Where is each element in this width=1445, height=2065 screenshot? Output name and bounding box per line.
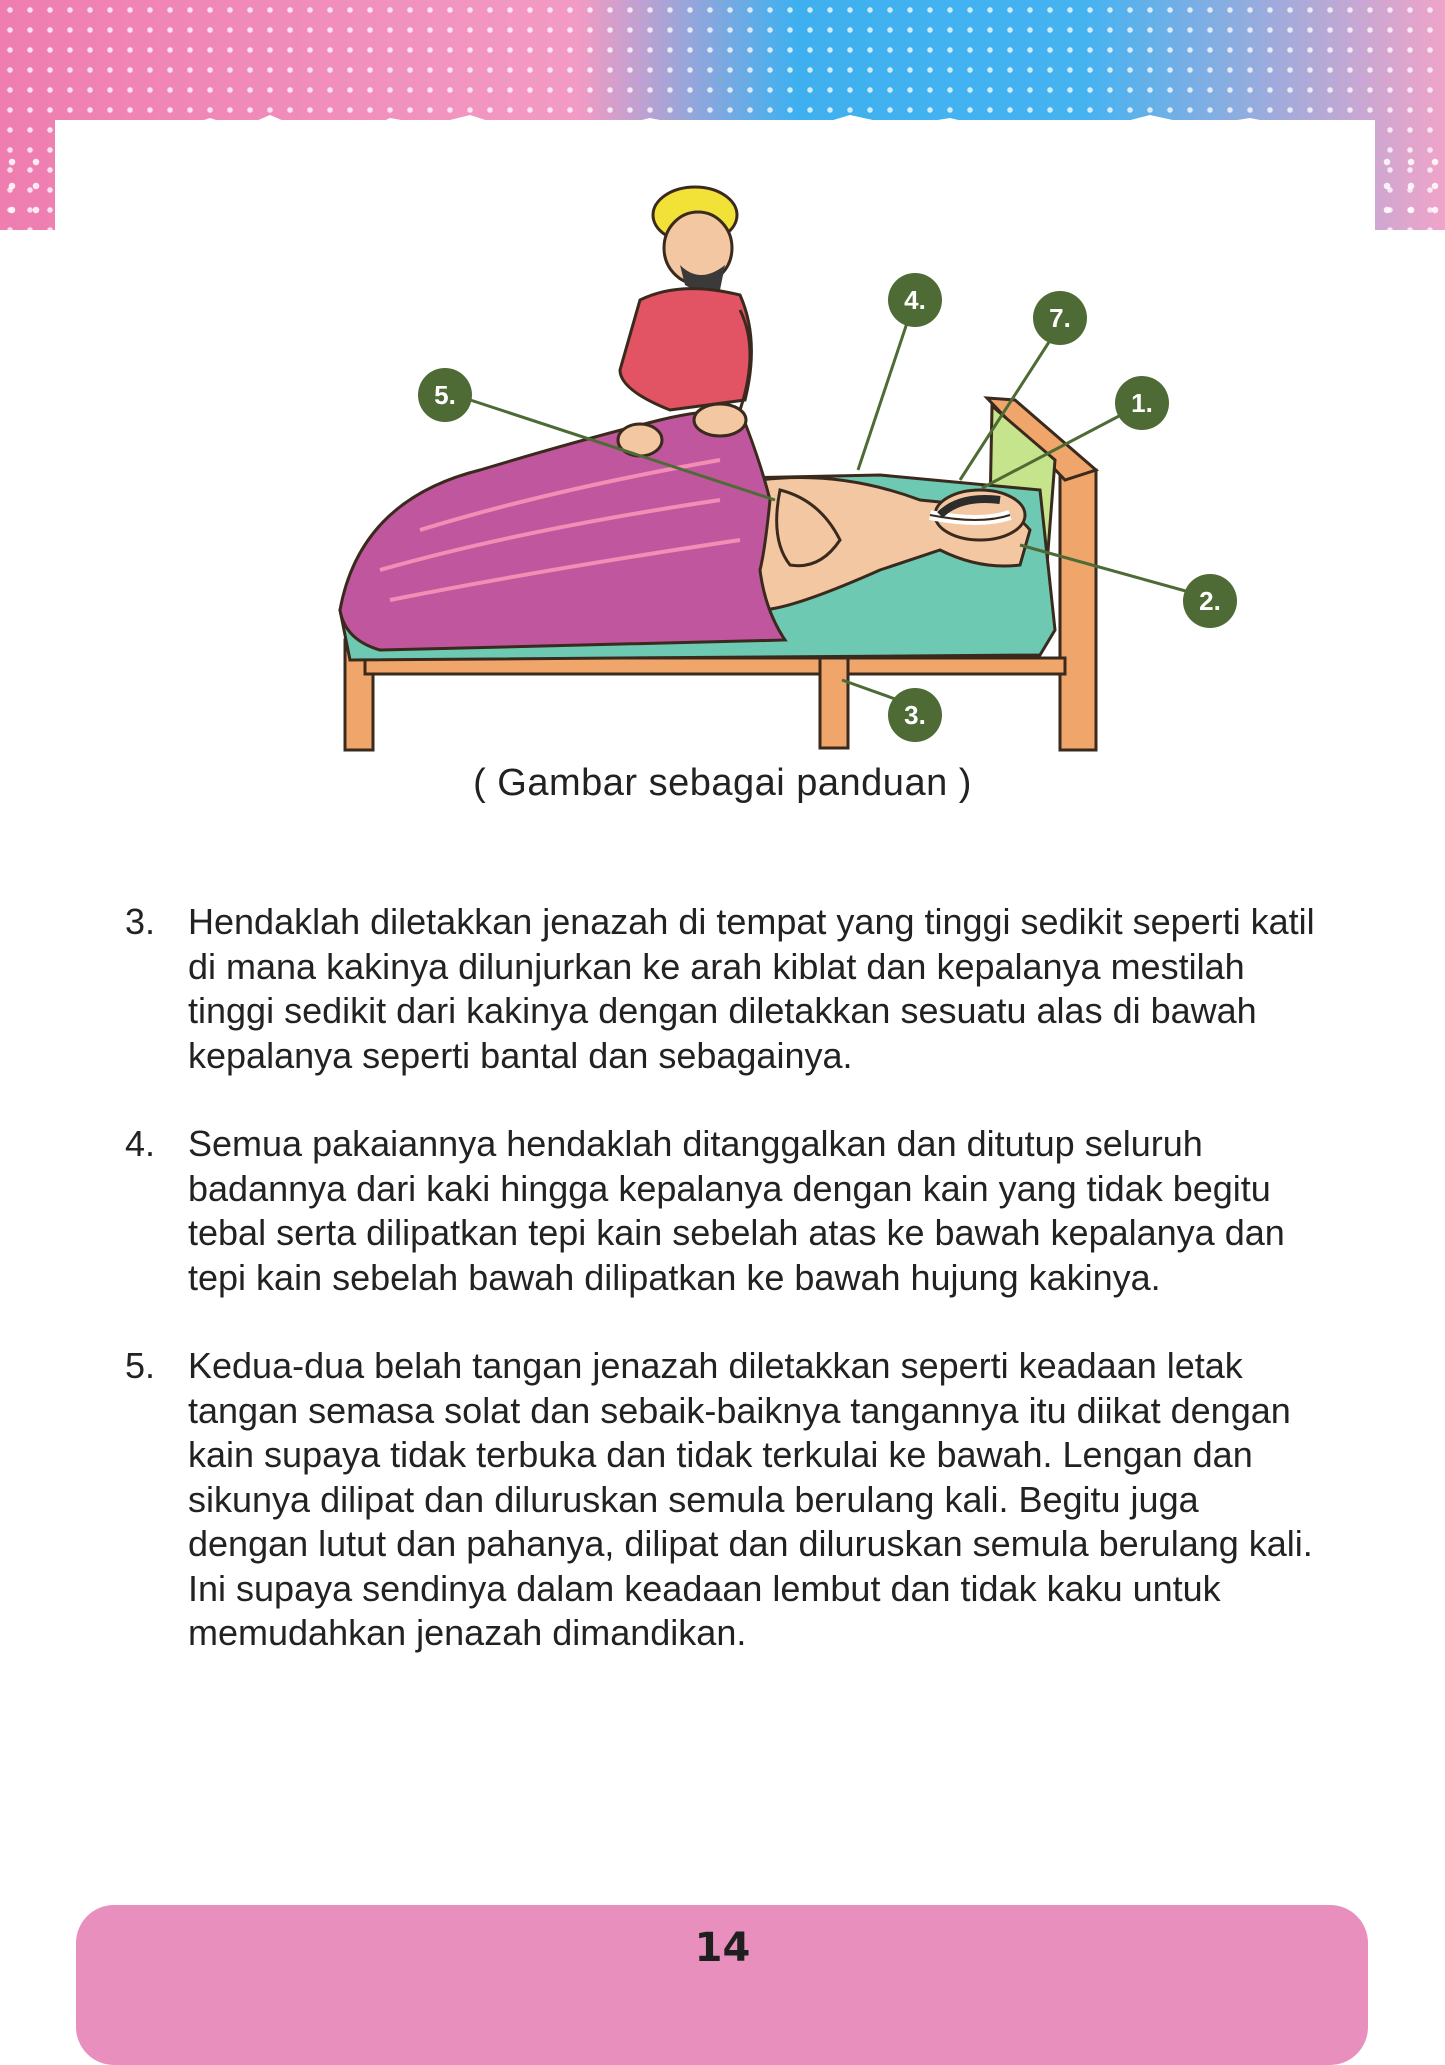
- item-number: 5.: [125, 1345, 156, 1386]
- list-item: [125, 900, 1325, 1078]
- item-text: Kedua-dua belah tangan jenazah diletakkan seperti keadaan letak tangan semasa solat dan sebaik-baiknya tangannya itu diikat dengan kain supaya tidak terbuka dan tidak terkulai ke bawah. Lengan dan sikunya dilipat dan diluruskan semula berulang kali. Begitu juga dengan lutut dan pahanya, dilipat dan diluruskan semula berulang kali. Ini supaya sendinya dalam keadaan lembut dan tidak kaku untuk memudahkan jenazah dimandikan.: [188, 1345, 1313, 1653]
- item-number: 3.: [125, 901, 156, 942]
- callout-5: [418, 368, 472, 422]
- page-number: 14: [694, 1925, 751, 1971]
- left-border-decoration: [0, 150, 60, 2050]
- callout-4: [888, 273, 942, 327]
- svg-text:3.: 3.: [904, 700, 926, 730]
- svg-text:5.: 5.: [434, 380, 456, 410]
- item-text: Semua pakaiannya hendaklah ditanggalkan dan ditutup seluruh badannya dari kaki hingga kepalanya dengan kain yang tidak begitu tebal serta dilipatkan tepi kain sebelah atas ke bawah kepalanya dan tepi kain sebelah bawah dilipatkan ke bawah hujung kakinya.: [188, 1123, 1285, 1298]
- svg-text:7.: 7.: [1049, 303, 1071, 333]
- list-item: [125, 1122, 1325, 1300]
- sheet: [340, 410, 785, 650]
- item-text: Hendaklah diletakkan jenazah di tempat yang tinggi sedikit seperti katil di mana kakinya dilunjurkan ke arah kiblat dan kepalanya mestilah tinggi sedikit dari kakinya dengan diletakkan sesuatu alas di bawah kepalanya seperti bantal dan sebagainya.: [188, 901, 1315, 1076]
- svg-text:2.: 2.: [1199, 586, 1221, 616]
- callout-3: [888, 688, 942, 742]
- callout-2: [1183, 574, 1237, 628]
- bed-illustration: [320, 170, 1221, 760]
- figure-caption: ( Gambar sebagai panduan ): [473, 762, 972, 804]
- item-number: 4.: [125, 1123, 156, 1164]
- instruction-list: [125, 900, 1325, 1700]
- list-item: [125, 1344, 1325, 1656]
- callout-7: [1033, 291, 1087, 345]
- right-border-decoration: [1375, 150, 1445, 2050]
- svg-text:4.: 4.: [904, 285, 926, 315]
- callout-1: [1115, 376, 1169, 430]
- svg-text:1.: 1.: [1131, 388, 1153, 418]
